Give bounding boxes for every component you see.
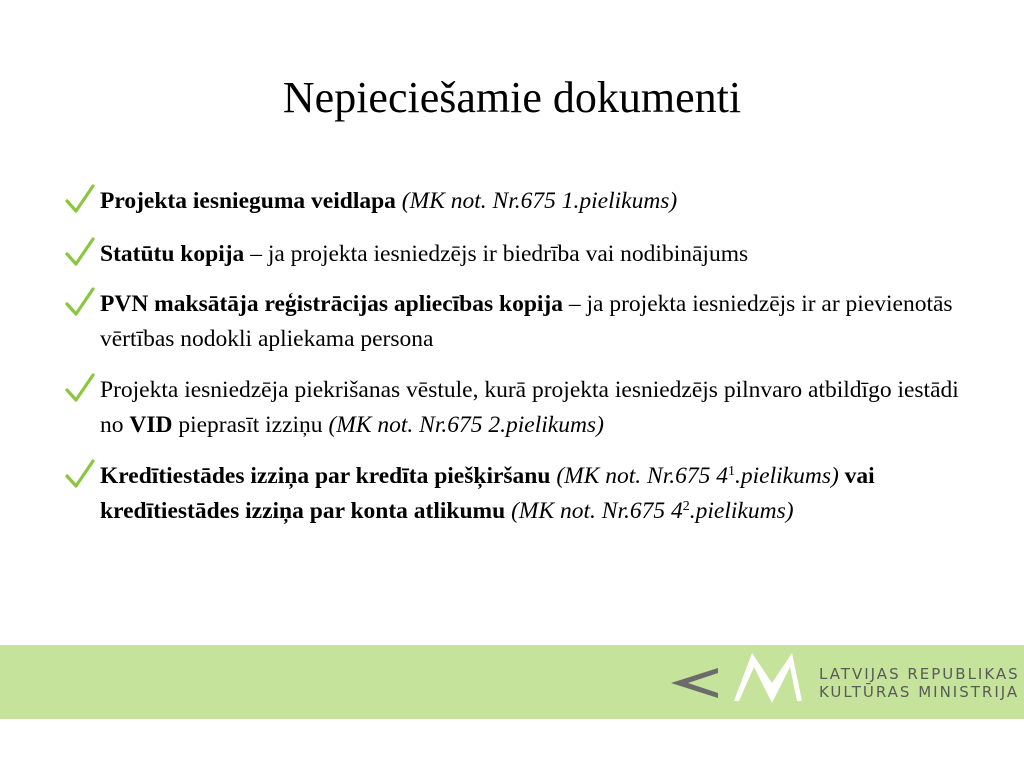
footer-band bbox=[0, 645, 1024, 719]
bullet-bold: PVN maksātāja reģistrācijas apliecības kopija bbox=[100, 291, 564, 317]
checkmark-icon bbox=[64, 287, 96, 319]
checkmark-icon bbox=[64, 373, 96, 405]
bullet-bold: Projekta iesnieguma veidlapa bbox=[100, 188, 396, 214]
checkmark-icon bbox=[64, 184, 96, 216]
bullet-reference: (MK not. Nr.675 1.pielikums) bbox=[401, 188, 678, 214]
bullet-bold: VID bbox=[129, 412, 173, 438]
bullet-item-2 bbox=[64, 237, 964, 272]
bullet-item-3 bbox=[64, 287, 964, 357]
ministry-name bbox=[819, 665, 1020, 701]
slide-title: Nepieciešamie dokumenti bbox=[282, 73, 742, 122]
bullet-reference: (MK not. Nr.675 4 bbox=[511, 498, 683, 524]
bullet-item-1 bbox=[64, 184, 964, 219]
bullet-item-4 bbox=[64, 373, 964, 443]
bullet-reference: (MK not. Nr.675 4 bbox=[556, 463, 729, 489]
logo-line-2: KULTŪRAS MINISTRIJA bbox=[819, 683, 1020, 701]
bullet-bold: vai kredītiestādes izziņa par konta atlikumu bbox=[100, 463, 875, 524]
checkmark-icon bbox=[64, 459, 96, 491]
bullet-reference: .pielikums) bbox=[689, 498, 794, 524]
bullet-item-5 bbox=[64, 459, 964, 529]
checkmark-icon bbox=[64, 237, 96, 269]
bullet-bold: Kredītiestādes izziņa par kredīta piešķiršanu bbox=[100, 463, 551, 489]
bullet-text: – ja projekta iesniedzējs ir ar pievienotās vērtības nodokli apliekama persona bbox=[100, 291, 953, 352]
superscript: 2 bbox=[682, 499, 690, 514]
bullet-text: Projekta iesniedzēja piekrišanas vēstule, kurā projekta iesniedzējs pilnvaro atbildīgo iestādi no bbox=[100, 377, 959, 438]
bullet-text: pieprasīt izziņu bbox=[172, 412, 329, 438]
superscript: 1 bbox=[728, 464, 736, 479]
bullet-reference: (MK not. Nr.675 2.pielikums) bbox=[328, 412, 604, 438]
bullet-text: – ja projekta iesniedzējs ir biedrība vai nodibinājums bbox=[244, 241, 749, 267]
ministry-logo-icon bbox=[668, 645, 808, 719]
logo-line-1: LATVIJAS REPUBLIKAS bbox=[819, 665, 1020, 683]
bullet-bold: Statūtu kopija bbox=[100, 241, 245, 267]
bullet-reference: .pielikums) bbox=[735, 463, 839, 489]
